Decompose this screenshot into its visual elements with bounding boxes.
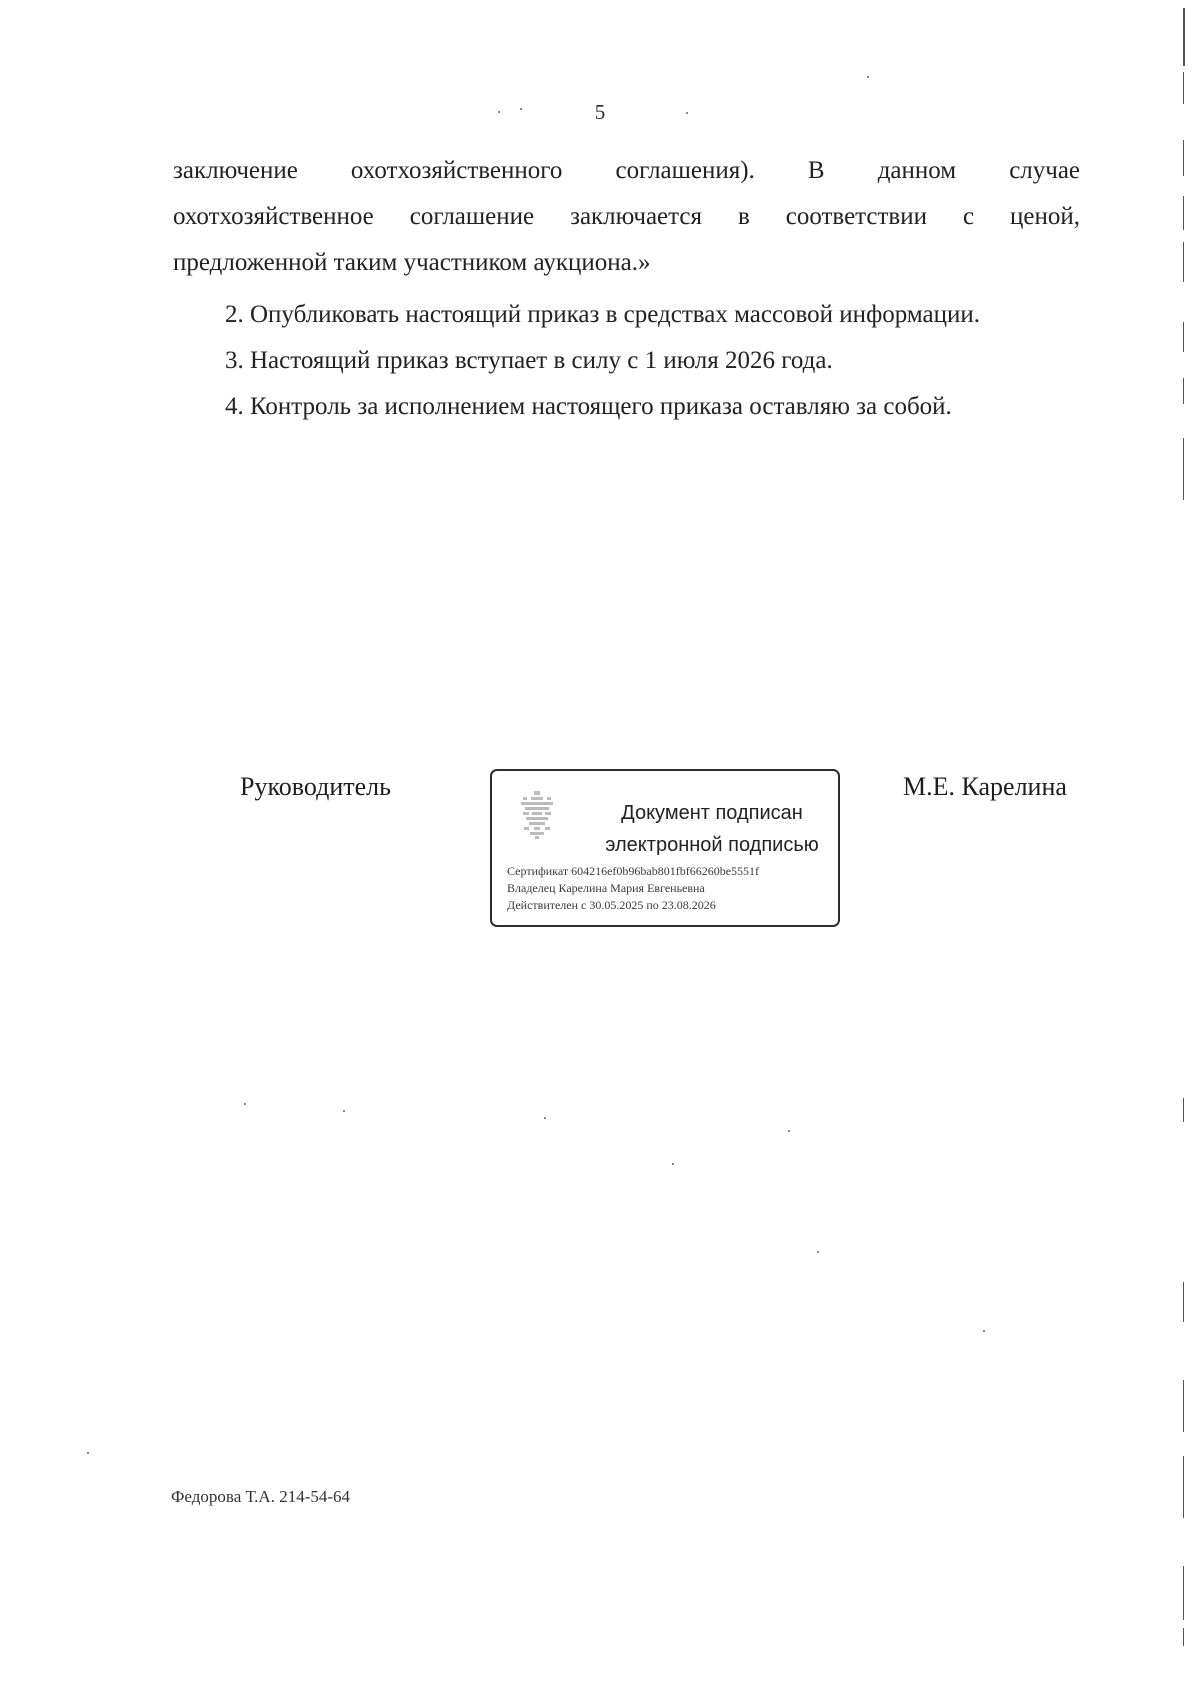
scan-edge-mark xyxy=(1183,8,1185,66)
scan-edge-mark xyxy=(1183,196,1184,230)
order-item-2: 2. Опубликовать настоящий приказ в средствах массовой информации. xyxy=(225,301,981,328)
signatory-position: Руководитель xyxy=(240,772,391,801)
word: соглашение xyxy=(409,203,535,230)
scan-speck xyxy=(983,1330,985,1332)
paragraph-line-3: предложенной таким участником аукциона.» xyxy=(173,249,651,276)
word: охотхозяйственного xyxy=(350,157,563,184)
scan-speck xyxy=(672,1163,674,1165)
certificate-number: Сертификат 604216ef0b96bab801fbf66260be5551f xyxy=(507,864,760,878)
paragraph-line-1 xyxy=(173,148,1080,194)
scan-speck xyxy=(867,76,869,78)
scan-edge-mark xyxy=(1183,140,1184,176)
word: случае xyxy=(1009,157,1080,184)
word: соглашения). xyxy=(615,157,755,184)
scan-speck xyxy=(87,1452,89,1454)
scan-speck xyxy=(244,1103,246,1105)
word: заключается xyxy=(570,203,702,230)
scan-speck xyxy=(544,1117,546,1119)
scan-speck xyxy=(817,1251,819,1253)
word: охотхозяйственное xyxy=(173,203,374,230)
paragraph-line-2 xyxy=(173,194,1080,240)
word: данном xyxy=(877,157,957,184)
scan-edge-mark xyxy=(1183,322,1184,352)
body-text xyxy=(173,148,1080,286)
scan-edge-mark xyxy=(1183,1098,1184,1122)
stamp-title-line-2: электронной подписью xyxy=(605,834,819,856)
scan-speck xyxy=(788,1130,790,1132)
word: заключение xyxy=(173,157,298,184)
coat-of-arms-icon xyxy=(517,791,557,839)
scan-edge-mark xyxy=(1183,1282,1184,1322)
page-number: 5 xyxy=(594,100,606,124)
word: в xyxy=(737,203,750,230)
scan-speck xyxy=(520,108,522,110)
word: соответствии xyxy=(785,203,927,230)
scan-edge-mark xyxy=(1183,242,1184,282)
word: В xyxy=(807,157,825,184)
scan-edge-mark xyxy=(1183,1628,1184,1646)
scan-speck xyxy=(343,1110,345,1112)
scan-edge-mark xyxy=(1183,1456,1184,1518)
signatory-name: М.Е. Карелина xyxy=(903,772,1067,801)
scan-edge-mark xyxy=(1183,438,1184,500)
certificate-validity: Действителен с 30.05.2025 по 23.08.2026 xyxy=(507,898,716,912)
stamp-title-line-1: Документ подписан xyxy=(621,802,803,824)
scan-edge-mark xyxy=(1183,1566,1184,1620)
scan-edge-mark xyxy=(1183,72,1184,104)
electronic-signature-stamp xyxy=(490,769,840,927)
scan-edge-mark xyxy=(1183,378,1184,404)
scan-speck xyxy=(686,112,688,114)
stamp-title xyxy=(587,797,837,861)
certificate-owner: Владелец Карелина Мария Евгеньевна xyxy=(507,881,705,895)
word: ценой, xyxy=(1010,203,1080,230)
order-item-3: 3. Настоящий приказ вступает в силу с 1 июля 2026 года. xyxy=(225,347,833,374)
executor-contact: Федорова Т.А. 214-54-64 xyxy=(171,1487,351,1506)
word: с xyxy=(962,203,975,230)
scan-speck xyxy=(498,111,500,113)
order-item-4: 4. Контроль за исполнением настоящего приказа оставляю за собой. xyxy=(225,393,952,420)
scan-edge-mark xyxy=(1183,1380,1184,1432)
